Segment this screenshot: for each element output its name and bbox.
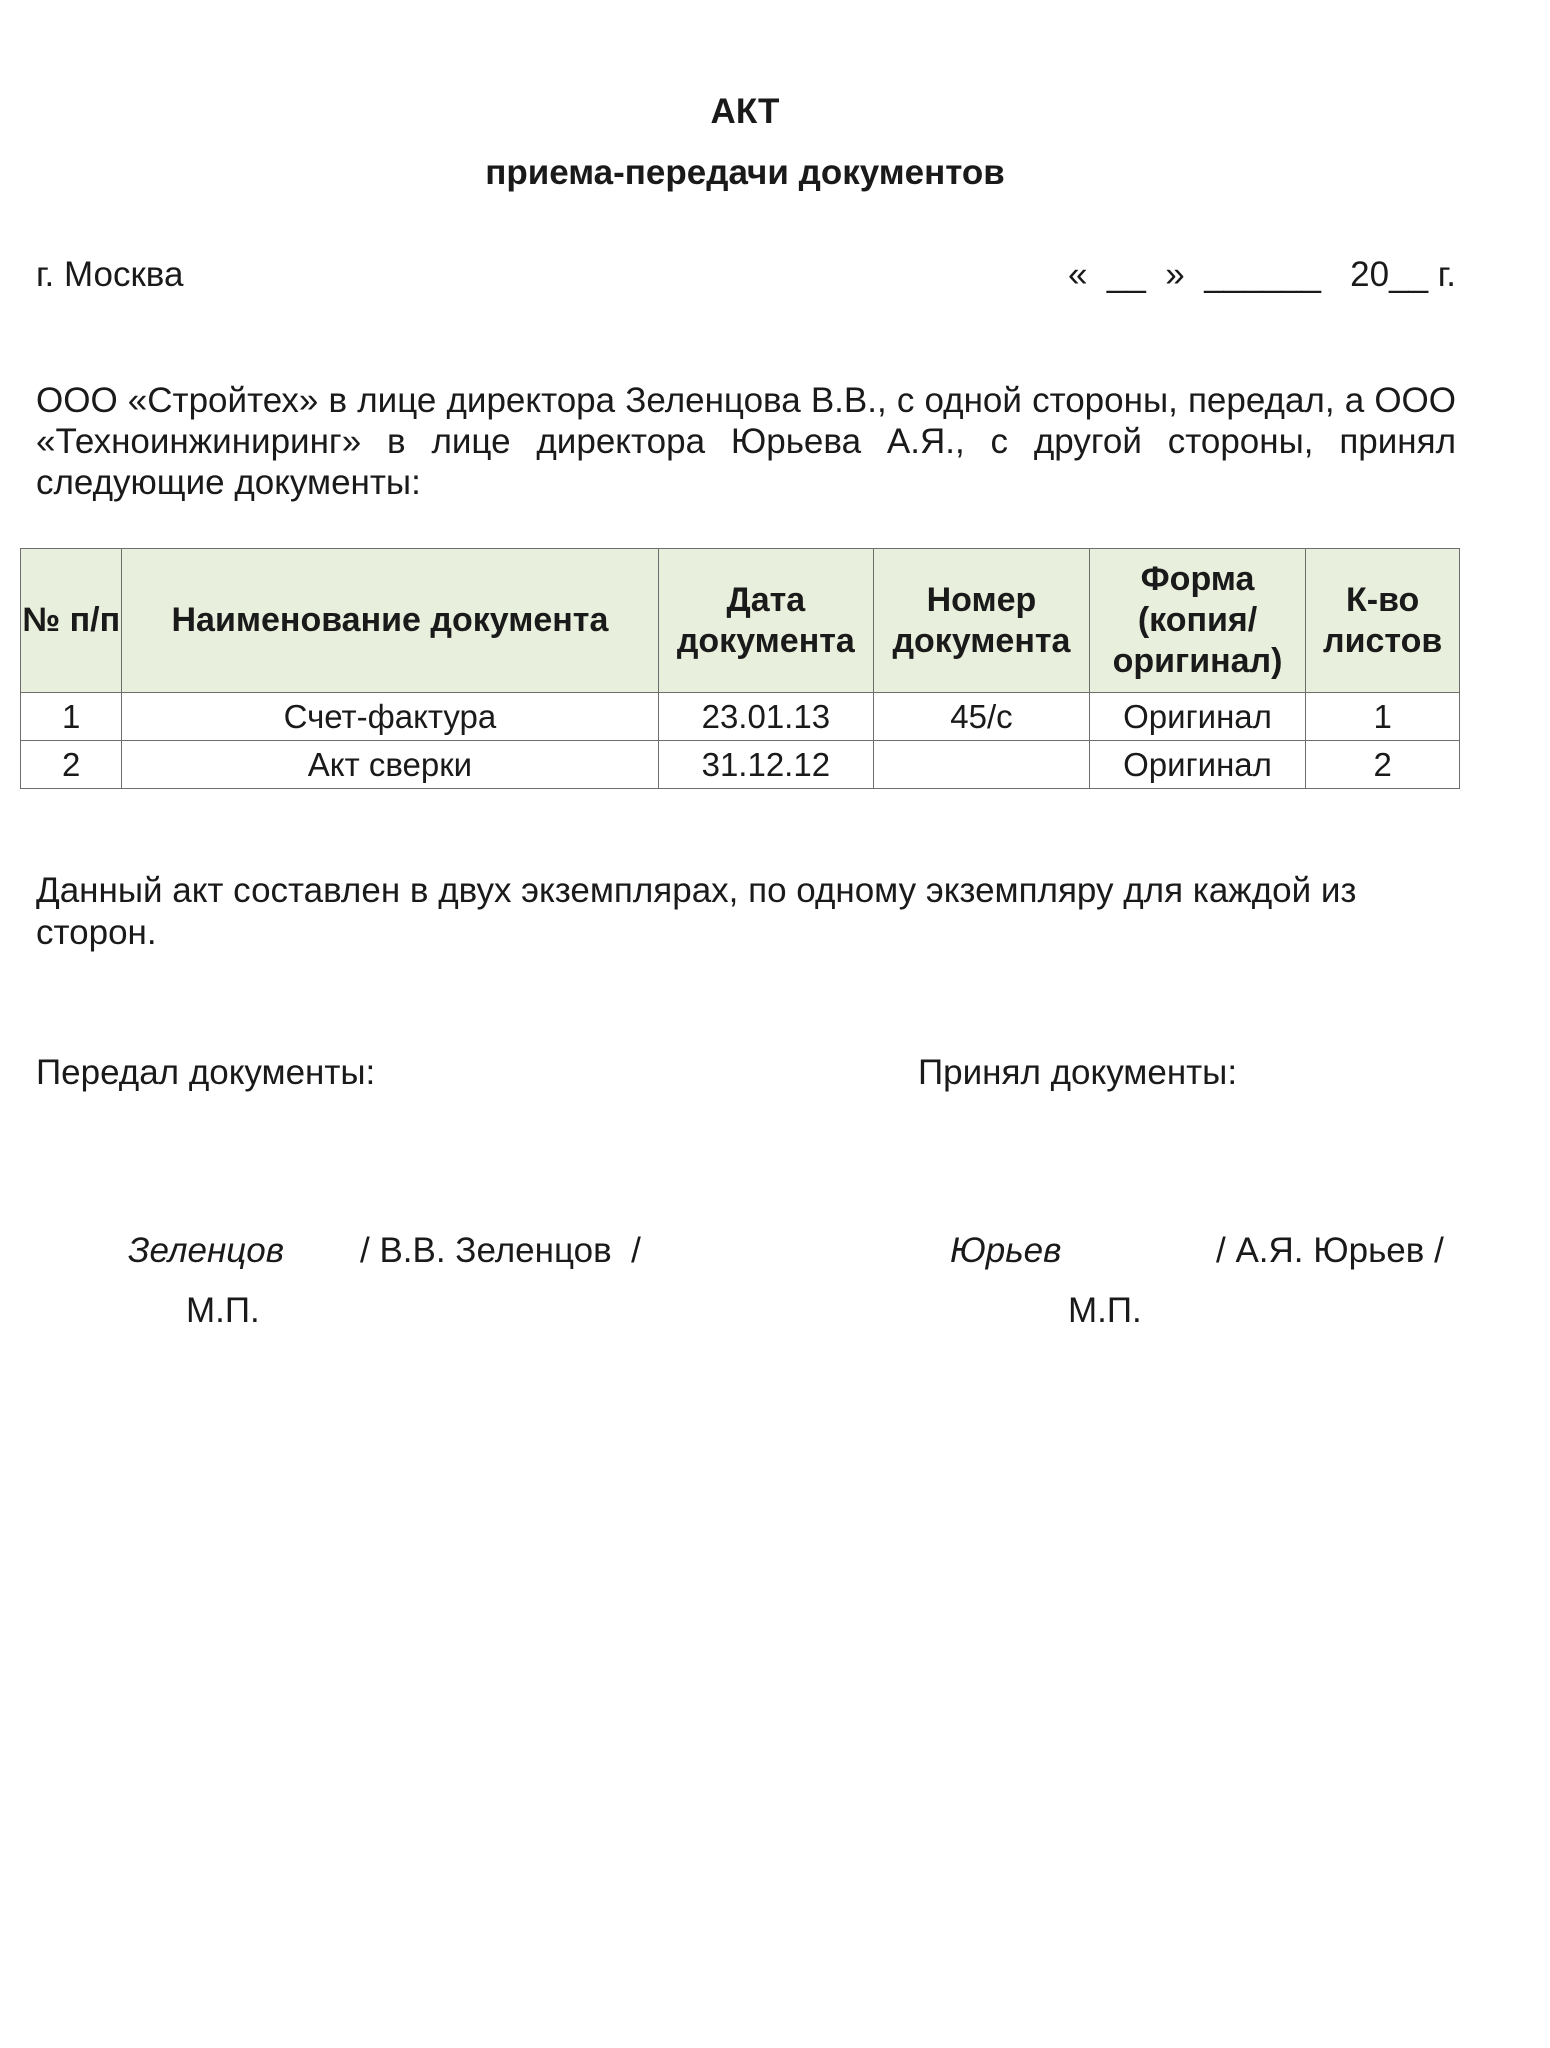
receiver-label: Принял документы: (918, 1053, 1238, 1092)
documents-table (20, 548, 1460, 789)
cell-sheets: 1 (1306, 693, 1460, 741)
header-doc-name: Наименование документа (122, 549, 658, 693)
sender-name: / В.В. Зеленцов / (360, 1231, 641, 1270)
sender-label: Передал документы: (36, 1053, 376, 1092)
cell-doc-name: Акт сверки (122, 741, 658, 789)
sender-stamp-placeholder: М.П. (186, 1291, 260, 1330)
document-subtitle: приема-передачи документов (485, 153, 1005, 192)
date-line: « __ » ______ 20__ г. (1068, 255, 1456, 294)
city: г. Москва (36, 255, 184, 294)
cell-form: Оригинал (1089, 741, 1306, 789)
header-sheets: К-во листов (1306, 549, 1460, 693)
cell-doc-name: Счет-фактура (122, 693, 658, 741)
header-doc-date: Дата документа (658, 549, 874, 693)
cell-number: 1 (21, 693, 122, 741)
table-row (21, 693, 1460, 741)
receiver-signature: Юрьев (950, 1231, 1062, 1270)
document-title: АКТ (710, 92, 780, 131)
header-number: № п/п (21, 549, 122, 693)
header-doc-number: Номер документа (874, 549, 1090, 693)
table-row (21, 741, 1460, 789)
table-header-row (21, 549, 1460, 693)
cell-doc-date: 31.12.12 (658, 741, 874, 789)
closing-paragraph: Данный акт составлен в двух экземплярах, по одному экземпляру для каждой из сторон. (36, 871, 1357, 952)
cell-number: 2 (21, 741, 122, 789)
header-form: Форма (копия/ оригинал) (1089, 549, 1306, 693)
cell-doc-number (874, 741, 1090, 789)
sender-signature: Зеленцов (128, 1231, 284, 1270)
cell-doc-date: 23.01.13 (658, 693, 874, 741)
intro-paragraph: ООО «Стройтех» в лице директора Зеленцова В.В., с одной стороны, передал, а ООО «Техноинжиниринг» в лице директора Юрьева А.Я., с другой стороны, принял следующие документы: (36, 381, 1456, 502)
cell-doc-number: 45/с (874, 693, 1090, 741)
receiver-stamp-placeholder: М.П. (1068, 1291, 1142, 1330)
receiver-name: / А.Я. Юрьев / (1216, 1231, 1444, 1270)
cell-form: Оригинал (1089, 693, 1306, 741)
cell-sheets: 2 (1306, 741, 1460, 789)
